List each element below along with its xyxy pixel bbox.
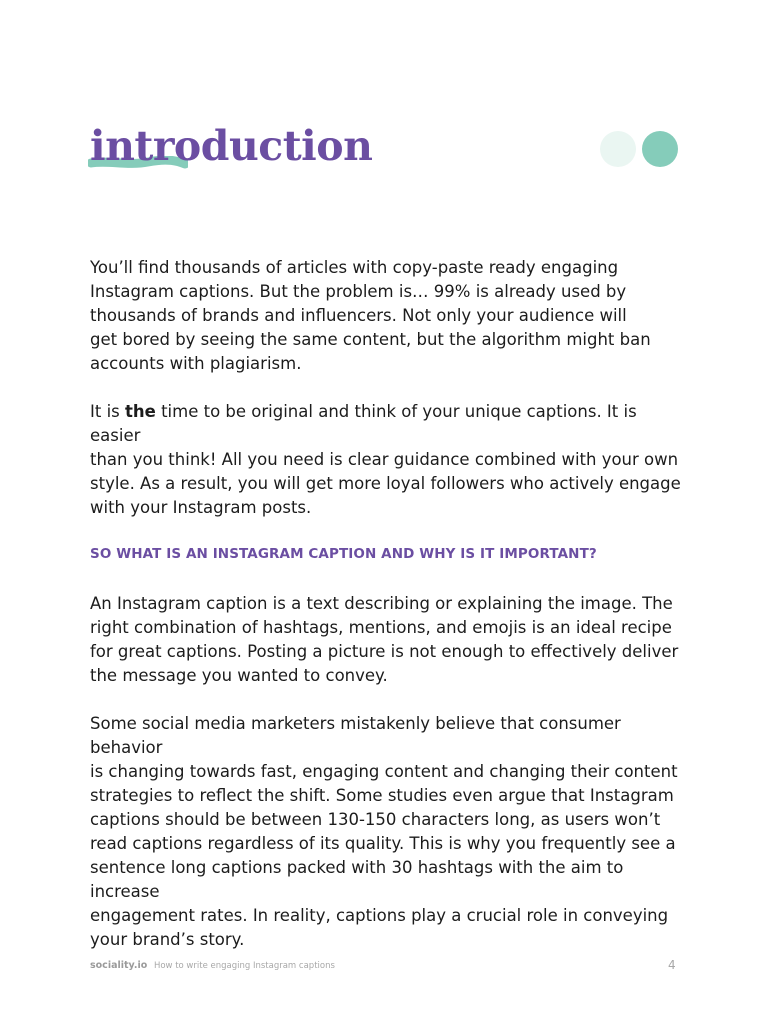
decorative-dot-teal xyxy=(642,131,678,167)
paragraph-text-start: It is xyxy=(90,402,126,421)
emphasized-word: the xyxy=(125,402,156,421)
title-block xyxy=(90,118,372,178)
footer-caption: How to write engaging Instagram captions xyxy=(153,961,335,971)
footer-brand-logo: sociality.io xyxy=(90,960,148,971)
page-footer xyxy=(90,960,335,971)
paragraph-text xyxy=(90,400,690,520)
section-paragraph-2 xyxy=(90,712,690,952)
page-number: 4 xyxy=(668,958,676,972)
section-paragraph-1 xyxy=(90,592,690,688)
decorative-dot-light xyxy=(600,131,636,167)
intro-paragraph-2 xyxy=(90,400,690,520)
paragraph-text-end: time to be original and think of your unique captions. It is easier than you think! All you need is clear guidance combined with your own style. As a result, you will get more loyal followers who actively engage with your Instagram posts. xyxy=(90,402,681,517)
intro-paragraph-1 xyxy=(90,256,690,376)
section-heading: SO WHAT IS AN INSTAGRAM CAPTION AND WHY IS IT IMPORTANT? xyxy=(90,546,597,562)
paragraph-text: An Instagram caption is a text describing or explaining the image. The right combination of hashtags, mentions, and emojis is an ideal recipe for great captions. Posting a picture is not enough to effectively deliver the message you wanted to convey. xyxy=(90,594,679,685)
paragraph-text: Some social media marketers mistakenly believe that consumer behavior is changing towards fast, engaging content and changing their content strategies to reflect the shift. Some studies even argue that Instagram captions should be between 130-150 characters long, as users won’t read captions regardless of its quality. This is why you frequently see a sentence long captions packed with 30 hashtags with the aim to increase engagement rates. In reality, captions play a crucial role in conveying your brand’s story. xyxy=(90,714,678,949)
paragraph-text: You’ll find thousands of articles with copy-paste ready engaging Instagram captions. But the problem is… 99% is already used by thousands of brands and influencers. Not only your audience will get bored by seeing the same content, but the algorithm might ban accounts with plagiarism. xyxy=(90,258,651,373)
page-title: introduction xyxy=(90,122,373,170)
